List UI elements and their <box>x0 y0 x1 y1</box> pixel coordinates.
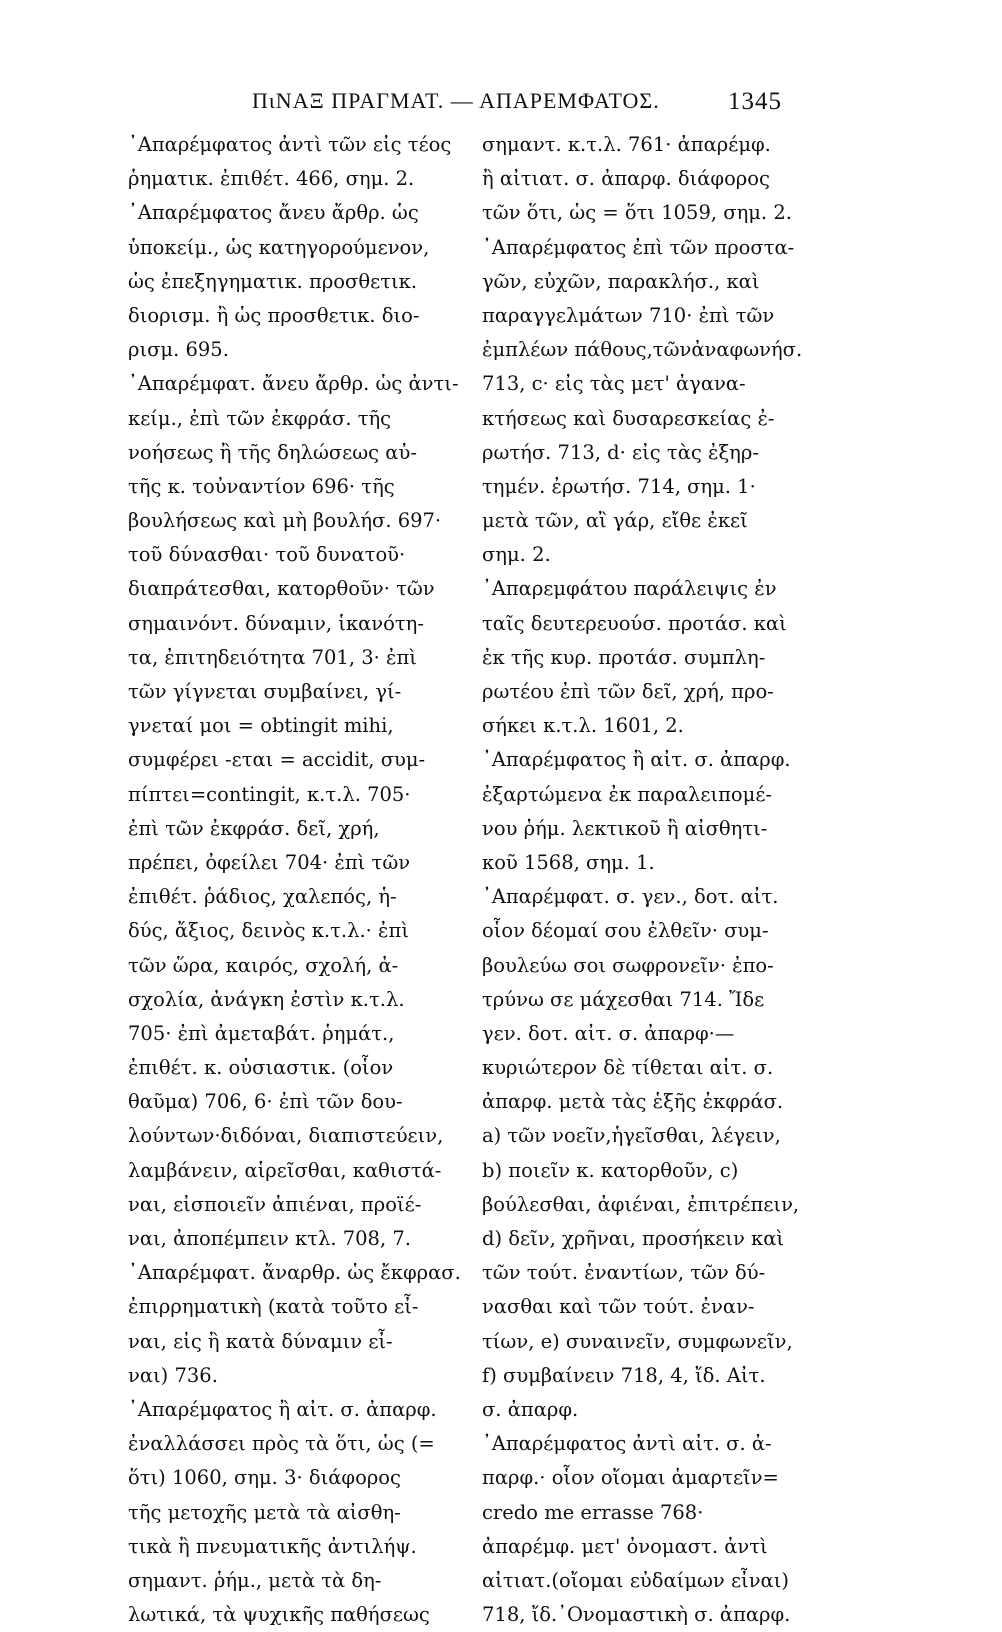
text-line: τίων, e) συναινεῖν, συμφωνεῖν, <box>482 1329 793 1353</box>
text-line: ἐπὶ τῶν ἐκφράσ. δεῖ, χρή, <box>128 816 380 840</box>
text-line: ναι, εἰσποιεῖν ἀπιέναι, προϊέ- <box>128 1192 422 1216</box>
text-line: τῶν ὅτι, ὡς = ὅτι 1059, σημ. 2. <box>482 201 792 225</box>
page-number: 1345 <box>728 88 782 115</box>
text-line: διορισμ. ἢ ὡς προσθετικ. διο- <box>128 303 420 327</box>
text-line: ναι, ἀποπέμπειν κτλ. 708, 7. <box>128 1227 411 1250</box>
text-line: 713, c· εἰς τὰς μετ' ἀγανα- <box>482 372 746 396</box>
text-line: ἐμπλέων πάθους,τῶνἀναφωνήσ. <box>482 338 803 362</box>
text-line: πρέπει, ὀφείλει 704· ἐπὶ τῶν <box>128 850 411 874</box>
text-line: συμφέρει -εται = accidit, συμ- <box>128 748 426 772</box>
text-line: ᾿Απαρέμφατος ἐπὶ τῶν προστα- <box>482 235 795 259</box>
text-line: ᾿Απαρέμφατος ἀντὶ τῶν εἰς τέος <box>128 133 452 156</box>
text-line: νου ῥήμ. λεκτικοῦ ἢ αἰσθητι- <box>482 816 768 840</box>
text-line: τῆς κ. τοὐναντίον 696· τῆς <box>128 474 395 498</box>
text-line: ἐναλλάσσει πρὸς τὰ ὅτι, ὡς (= <box>128 1432 435 1456</box>
text-line: ταῖς δευτερευούσ. προτάσ. καὶ <box>482 611 787 635</box>
text-line: b) ποιεῖν κ. κατορθοῦν, c) <box>482 1158 739 1182</box>
text-line: τῶν τούτ. ἐναντίων, τῶν δύ- <box>482 1261 766 1285</box>
text-line: σημ. 2. <box>482 543 551 567</box>
text-line: λαμβάνειν, αἱρεῖσθαι, καθιστά- <box>128 1158 442 1182</box>
text-line: σχολία, ἀνάγκη ἐστὶν κ.τ.λ. <box>128 987 405 1011</box>
text-line: σημαντ. ῥήμ., μετὰ τὰ δη- <box>128 1568 382 1592</box>
text-line: ρωτήσ. 713, d· εἰς τὰς ἐξηρ- <box>482 440 759 464</box>
text-line: σ. ἀπαρφ. <box>482 1397 579 1421</box>
text-line: νοήσεως ἢ τῆς δηλώσεως αὐ- <box>128 440 417 464</box>
text-line: λούντων·διδόναι, διαπιστεύειν, <box>128 1124 444 1148</box>
text-line: μετὰ τῶν, αἲ γάρ, εἴθε ἐκεῖ <box>482 509 748 533</box>
text-line: παραγγελμάτων 710· ἐπὶ τῶν <box>482 303 775 327</box>
text-line: βουλήσεως καὶ μὴ βουλήσ. 697· <box>128 509 442 533</box>
text-line: ἀπαρφ. μετὰ τὰς ἑξῆς ἐκφράσ. <box>482 1090 784 1114</box>
text-line: θαῦμα) 706, 6· ἐπὶ τῶν δου- <box>128 1090 403 1114</box>
text-line: ναι) 736. <box>128 1363 218 1387</box>
text-line: κοῦ 1568, σημ. 1. <box>482 850 655 874</box>
text-line: ἐπιθέτ. ῥάδιος, χαλεπός, ἡ- <box>128 885 397 909</box>
text-line: παρφ.· οἷον οἴομαι ἁμαρτεῖν= <box>482 1466 779 1490</box>
text-line: ὑποκείμ., ὡς κατηγορούμενον, <box>128 235 430 259</box>
text-line: d) δεῖν, χρῆναι, προσήκειν καὶ <box>482 1227 785 1250</box>
text-line: γῶν, εὐχῶν, παρακλήσ., καὶ <box>482 269 760 293</box>
text-line: τικὰ ἢ πνευματικῆς ἀντιλήψ. <box>128 1534 417 1558</box>
text-line: κυριώτερον δὲ τίθεται αἰτ. σ. <box>482 1056 774 1080</box>
text-line: κτήσεως καὶ δυσαρεσκείας ἐ- <box>482 406 775 430</box>
text-line: credo me errasse 768· <box>482 1500 704 1524</box>
text-line: ἀπαρέμφ. μετ' ὀνομαστ. ἀντὶ <box>482 1534 768 1558</box>
text-line: ᾿Απαρέμφατ. ἄναρθρ. ὡς ἔκφρασ. <box>128 1261 461 1285</box>
text-line: τοῦ δύνασθαι· τοῦ δυνατοῦ· <box>128 543 406 567</box>
text-line: σημαντ. κ.τ.λ. 761· ἀπαρέμφ. <box>482 133 771 156</box>
text-line: a) τῶν νοεῖν,ἡγεῖσθαι, λέγειν, <box>482 1124 781 1148</box>
left-column <box>128 128 473 1632</box>
text-line: ἐκ τῆς κυρ. προτάσ. συμπλη- <box>482 645 766 669</box>
running-head: ΠιΝΑΞ ΠΡΑΓΜΑΤ. — ΑΠΑΡΕΜΦΑΤΟΣ. <box>252 88 660 113</box>
text-line: 718, ἴδ.᾿Ονομαστικὴ σ. ἀπαρφ. <box>482 1603 791 1627</box>
text-line: ὡς ἐπεξηγηματικ. προσθετικ. <box>128 269 418 293</box>
text-line: ᾿Απαρέμφατος ἀντὶ αἰτ. σ. ἀ- <box>482 1432 772 1456</box>
text-line: ῥηματικ. ἐπιθέτ. 466, σημ. 2. <box>128 167 415 191</box>
text-line: ᾿Απαρέμφατος ἢ αἰτ. σ. ἀπαρφ. <box>128 1397 437 1421</box>
text-line: ρωτέου ἐπὶ τῶν δεῖ, χρή, προ- <box>482 680 774 703</box>
text-line: πίπτει=contingit, κ.τ.λ. 705· <box>128 782 411 806</box>
text-line: δύς, ἄξιος, δεινὸς κ.τ.λ.· ἐπὶ <box>128 919 409 943</box>
text-line: ρισμ. 695. <box>128 338 229 362</box>
text-line: τα, ἐπιτηδειότητα 701, 3· ἐπὶ <box>128 645 417 669</box>
text-line: τῶν ὥρα, καιρός, σχολή, ἀ- <box>128 953 399 977</box>
text-line: σημαινόντ. δύναμιν, ἱκανότη- <box>128 611 424 635</box>
text-line: οἷον δέομαί σου ἐλθεῖν· συμ- <box>482 919 769 943</box>
text-line: ναι, εἰς ἢ κατὰ δύναμιν εἶ- <box>128 1329 393 1353</box>
text-line: ἐξαρτώμενα ἐκ παραλειπομέ- <box>482 782 773 806</box>
text-line: κείμ., ἐπὶ τῶν ἐκφράσ. τῆς <box>128 406 392 430</box>
text-line: τρύνω σε μάχεσθαι 714. Ἴδε <box>482 987 765 1011</box>
text-line: ἐπιρρηματικὴ (κατὰ τοῦτο εἶ- <box>128 1295 419 1319</box>
text-line: τῆς μετοχῆς μετὰ τὰ αἰσθη- <box>128 1500 401 1524</box>
text-line: ᾿Απαρέμφατ. σ. γεν., δοτ. αἰτ. <box>482 885 779 909</box>
text-line: ἢ αἰτιατ. σ. ἀπαρφ. διάφορος <box>482 167 770 191</box>
text-line: f) συμβαίνειν 718, 4, ἴδ. Αἰτ. <box>482 1363 766 1387</box>
text-line: βουλεύω σοι σωφρονεῖν· ἐπο- <box>482 953 774 977</box>
text-line: αἰτιατ.(οἴομαι εὐδαίμων εἶναι) <box>482 1568 789 1592</box>
text-line: ᾿Απαρέμφατ. ἄνευ ἄρθρ. ὡς ἀντι- <box>128 372 459 396</box>
text-line: λωτικά, τὰ ψυχικῆς παθήσεως <box>128 1603 430 1627</box>
text-line: ᾿Απαρέμφατος ἢ αἰτ. σ. ἀπαρφ. <box>482 748 791 772</box>
right-column <box>482 128 827 1632</box>
text-line: ὅτι) 1060, σημ. 3· διάφορος <box>128 1466 401 1490</box>
text-line: διαπράτεσθαι, κατορθοῦν· τῶν <box>128 577 435 601</box>
text-line: τημέν. ἐρωτήσ. 714, σημ. 1· <box>482 474 756 498</box>
text-line: ᾿Απαρέμφατος ἄνευ ἄρθρ. ὡς <box>128 201 419 225</box>
text-line: σήκει κ.τ.λ. 1601, 2. <box>482 714 684 738</box>
text-line: γεν. δοτ. αἰτ. σ. ἀπαρφ·— <box>482 1021 735 1045</box>
text-line: τῶν γίγνεται συμβαίνει, γί- <box>128 680 402 703</box>
text-line: ἐπιθέτ. κ. οὐσιαστικ. (οἷον <box>128 1056 394 1080</box>
page-header <box>0 88 1002 128</box>
text-line: γνεταί μοι = obtingit mihi, <box>128 714 394 738</box>
text-line: ᾿Απαρεμφάτου παράλειψις ἐν <box>482 577 777 601</box>
text-line: βούλεσθαι, ἀφιέναι, ἐπιτρέπειν, <box>482 1192 800 1216</box>
text-line: 705· ἐπὶ ἀμεταβάτ. ῥημάτ., <box>128 1021 395 1045</box>
text-line: νασθαι καὶ τῶν τούτ. ἐναν- <box>482 1295 755 1319</box>
